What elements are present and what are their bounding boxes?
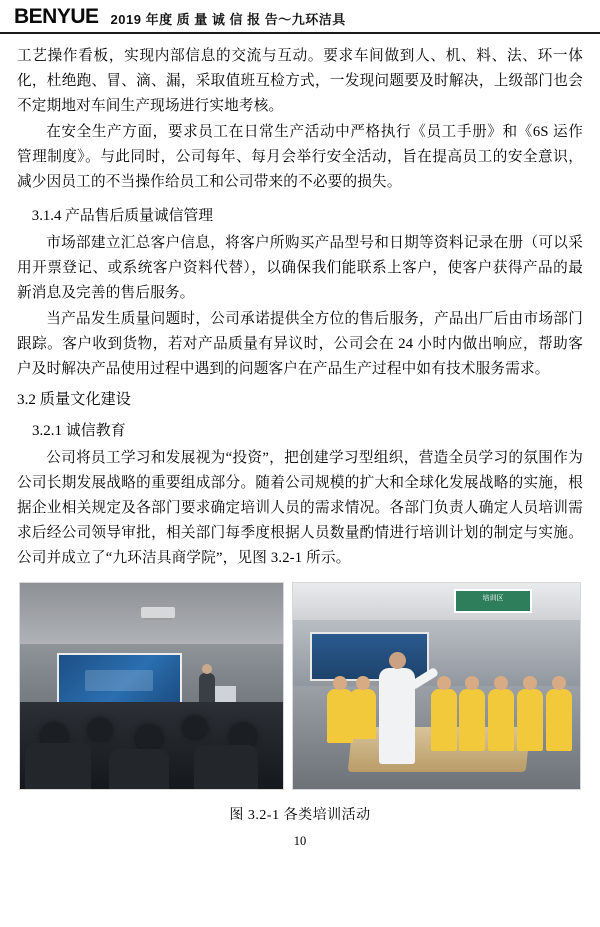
audience-head xyxy=(136,725,162,749)
paragraph: 市场部建立汇总客户信息，将客户所购买产品型号和日期等资料记录在册（可以采用开票登记、或系统客户资料代替），以确保我们能联系上客户，使客户获得产品的最新消息及完善的售后服务。 xyxy=(17,234,583,301)
banner xyxy=(454,589,533,614)
banner-label: 培训区 xyxy=(482,594,504,602)
page-number: 10 xyxy=(293,833,307,848)
paragraph: 工艺操作看板，实现内部信息的交流与互动。要求车间做到人、机、料、法、环一体化，杜绝跑、冒、滴、漏，采取值班互检方式，一发现问题要及时解决，上级部门也会不定期地对车间生产现场进行实地考核。 xyxy=(17,48,583,115)
chair xyxy=(194,745,258,789)
trainee-figure xyxy=(546,689,572,751)
speaker-figure xyxy=(379,668,415,764)
trainee-figure xyxy=(431,689,457,751)
header-title: 2019 年度 质 量 诚 信 报 告～九环洁具 xyxy=(110,12,346,27)
ceiling xyxy=(293,583,580,624)
figure-caption: 图 3.2-1 各类培训活动 xyxy=(229,807,371,823)
trainee-figure xyxy=(350,689,376,739)
page-content xyxy=(0,34,600,849)
chair xyxy=(109,749,169,789)
audience-head xyxy=(183,716,207,738)
trainee-figure xyxy=(459,689,485,751)
heading-3-2-1: 3.2.1 诚信教育 xyxy=(32,422,126,439)
paragraph: 在安全生产方面，要求员工在日常生产活动中严格执行《员工手册》和《6S 运作管理制度》。与此同时，公司每年、每月会举行安全活动，旨在提高员工的安全意识，减少因员工的不当操作给员工和公司带来的不必要的损失。 xyxy=(17,124,583,191)
brand-logo: BENYUE xyxy=(14,5,99,28)
chair xyxy=(25,743,91,789)
figure-group xyxy=(17,582,583,790)
heading-3-2: 3.2 质量文化建设 xyxy=(17,391,131,409)
paragraph: 公司将员工学习和发展视为“投资”，把创建学习型组织，营造全员学习的氛围作为公司长期发展战略的重要组成部分。随着公司规模的扩大和全球化发展战略的实施，根据企业相关规定及各部门要求确定培训人员的需求情况。各部门负责人确定人员培训需求后经公司领导审批，相关部门每季度根据人员数量酌情进行培训计划的制定与实施。公司并成立了“九环洁具商学院”，见图 3.2-1 所示。 xyxy=(17,450,583,567)
trainee-figure xyxy=(517,689,543,751)
audience-head xyxy=(88,718,112,740)
page-header xyxy=(0,0,600,34)
figure-workshop-training xyxy=(292,582,581,790)
audience-area xyxy=(20,702,283,789)
heading-3-1-4: 3.1.4 产品售后质量诚信管理 xyxy=(31,207,214,224)
audience-head xyxy=(230,723,256,747)
trainee-figure xyxy=(488,689,514,751)
paragraph: 当产品发生质量问题时，公司承诺提供全方位的售后服务，产品出厂后由市场部门跟踪。客户收到货物，若对产品质量有异议时，公司会在 24 小时内做出响应，帮助客户及时解决产品使用过程中遇到的问题客户在产品生产过程中如有技术服务需求。 xyxy=(17,310,583,378)
projector-icon xyxy=(141,607,175,618)
figure-training-meeting-room xyxy=(19,582,284,790)
